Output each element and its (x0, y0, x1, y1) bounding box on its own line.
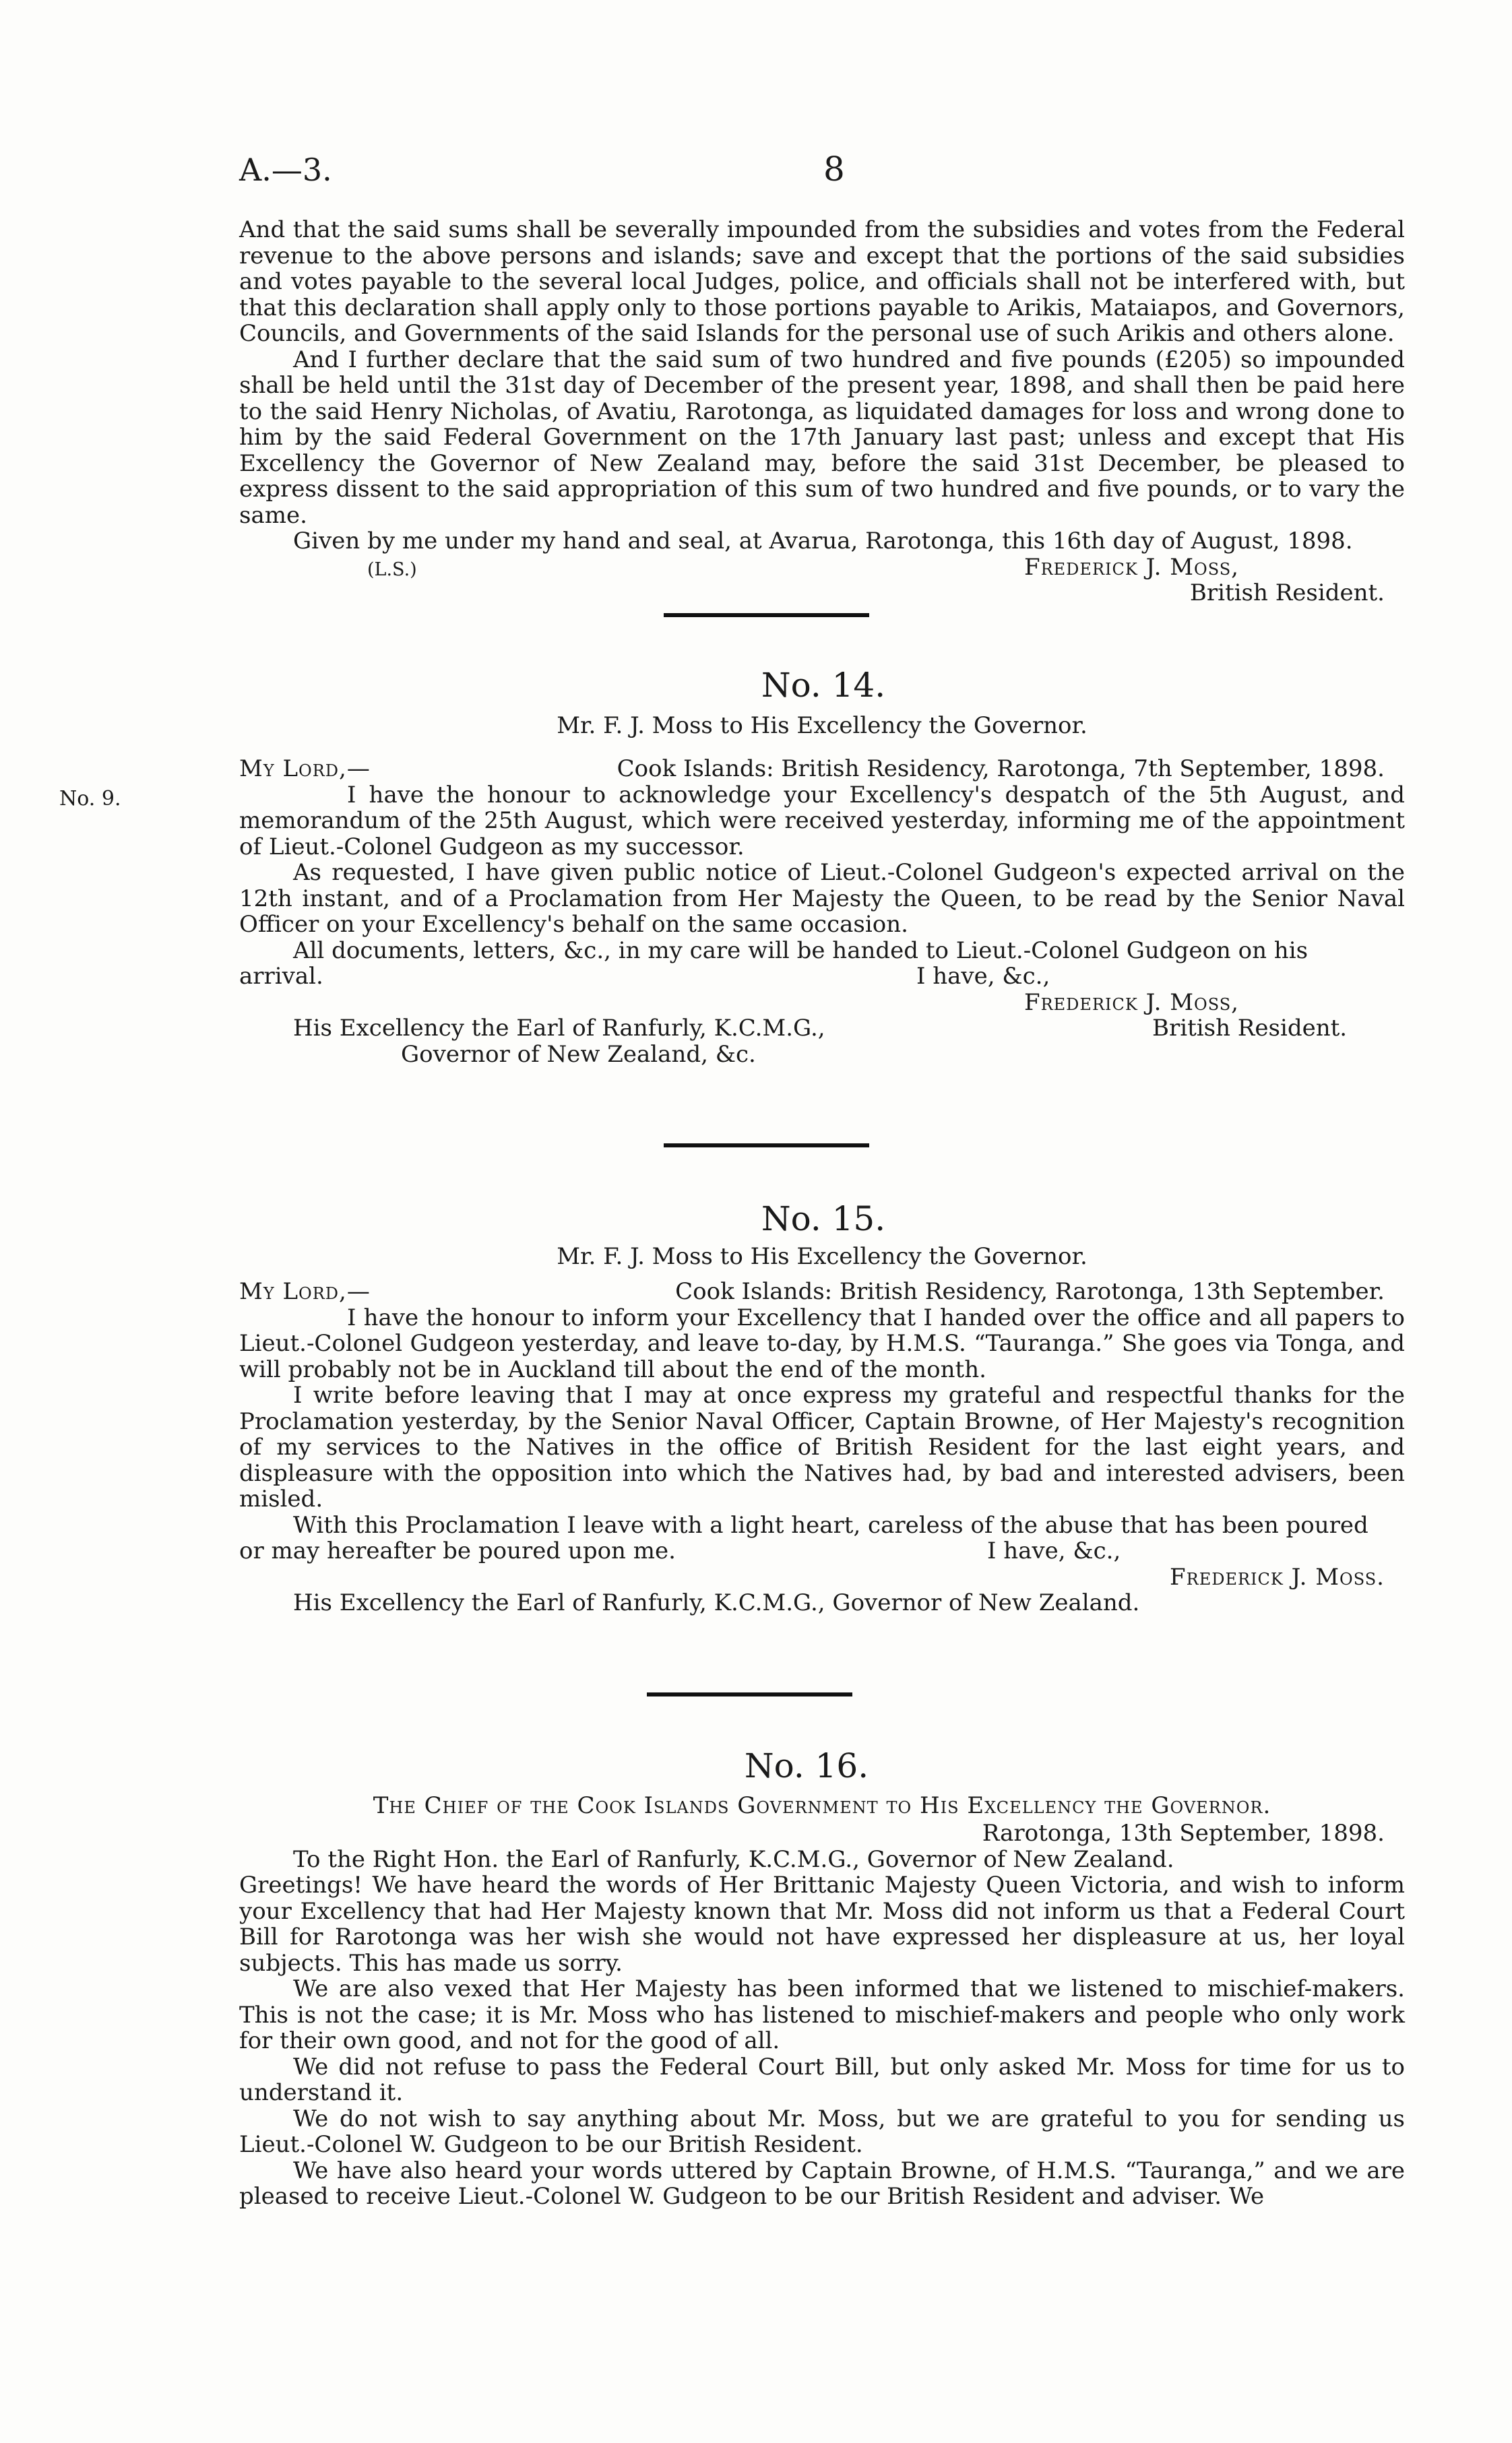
text-line: All documents, letters, &c., in my care will be handed to Lieut.-Colonel Gudgeon on his (293, 937, 1309, 964)
closing: I have, &c., (987, 1537, 1121, 1564)
paragraph: We have also heard your words uttered by Captain Browne, of H.M.S. “Tauranga,” and we are pleased to receive Lieut.-Colonel W. Gudgeon to be our British Resident and adviser. We (239, 2157, 1405, 2210)
salutation: My Lord,— (239, 755, 371, 782)
text-line: arrival. I have, &c., (239, 963, 1050, 990)
dateline-row (239, 1820, 1405, 1847)
document-number: No. 15. (761, 1199, 886, 1238)
addressee-row (239, 1590, 1405, 1616)
paragraph: Given by me under my hand and seal, at Avarua, Rarotonga, this 16th day of August, 1898. (293, 528, 1353, 554)
dateline: Cook Islands: British Residency, Rarotonga, 13th September. (675, 1278, 1385, 1305)
section-divider (664, 1143, 869, 1147)
signature-row (239, 990, 1405, 1016)
recipient-line: To the Right Hon. the Earl of Ranfurly, K.C.M.G., Governor of New Zealand. (293, 1845, 1174, 1873)
document-title: Mr. F. J. Moss to His Excellency the Governor. (557, 712, 1088, 739)
addressee-row (239, 1015, 1405, 1042)
paragraph: And that the said sums shall be severally impounded from the subsidies and votes from the Federal revenue to the above persons and islands; save and except that the portions of the said subsidies and votes payable to the several local Judges, police, and officials shall not be interfered with, but that this declaration shall apply only to those portions payable to Arikis, Mataiapos, and Governors, Councils, and Governments of the said Islands for the personal use of such Arikis and others alone. (239, 216, 1405, 347)
text-line: With this Proclamation I leave with a light heart, careless of the abuse that has been poured (293, 1511, 1368, 1539)
paragraph: Greetings! We have heard the words of Her Brittanic Majesty Queen Victoria, and wish to inform your Excellency that had Her Majesty known that Mr. Moss did not inform us that a Federal Court Bill for Rarotonga was her wish she would not have expressed her displeasure at us, her loyal subjects. This has made us sorry. (239, 1872, 1405, 1977)
letter-body (239, 1820, 1405, 2210)
seal-mark: (L.S.) (367, 559, 417, 580)
addressee: His Excellency the Earl of Ranfurly, K.C.M.G., (293, 1015, 825, 1042)
addressee: Governor of New Zealand, &c. (401, 1040, 756, 1068)
signature-row (239, 1564, 1405, 1591)
letter-body (239, 1279, 1405, 1616)
addressee-row (239, 1042, 1405, 1068)
document-number: No. 14. (761, 666, 886, 705)
paragraph: As requested, I have given public notice of Lieut.-Colonel Gudgeon's expected arrival on the 12th instant, and of a Proclamation from Her Majesty the Queen, to be read by the Senior Naval Officer on your Excellency's behalf on the same occasion. (239, 859, 1405, 938)
paragraph: I have the honour to acknowledge your Excellency's despatch of the 5th August, and memorandum of the 25th August, which were received yesterday, informing me of the appointment of Lieut.-Colonel Gudgeon as my successor. (239, 781, 1405, 860)
document-number: No. 16. (744, 1746, 869, 1785)
section-divider (647, 1692, 852, 1696)
signature-title: British Resident. (1152, 1015, 1348, 1042)
seal-signature-row (239, 554, 1405, 581)
dateline: Cook Islands: British Residency, Rarotonga, 7th September, 1898. (617, 755, 1385, 782)
signature: Frederick J. Moss, (1024, 553, 1239, 581)
signature-title-row (239, 580, 1405, 606)
letter-body (239, 756, 1405, 1067)
salutation: My Lord,— (239, 1278, 371, 1305)
text-line: or may hereafter be poured upon me. I have, &c., (239, 1537, 1121, 1564)
section-divider (664, 613, 869, 617)
paragraph: We do not wish to say anything about Mr. Moss, but we are grateful to you for sending us Lieut.-Colonel W. Gudgeon to be our British Resident. (239, 2105, 1405, 2158)
continued-proclamation (239, 217, 1405, 606)
paragraph: And I further declare that the said sum of two hundred and five pounds (£205) so impounded shall be held until the 31st day of December of the present year, 1898, and shall then be paid here to the said Henry Nicholas, of Avatiu, Rarotonga, as liquidated damages for loss and wrong done to him by the said Federal Government on the 17th January last past; unless and except that His Excellency the Governor of New Zealand may, before the said 31st December, be pleased to express dissent to the said appropriation of this sum of two hundred and five pounds, or to vary the same. (239, 346, 1405, 529)
document-title: The Chief of the Cook Islands Government to His Excellency the Governor. (373, 1792, 1271, 1819)
signature-title: British Resident. (1189, 579, 1385, 606)
page-number: 8 (823, 150, 845, 189)
paragraph: We did not refuse to pass the Federal Court Bill, but only asked Mr. Moss for time for us to understand it. (239, 2053, 1405, 2106)
paragraph: I have the honour to inform your Excellency that I handed over the office and all papers to Lieut.-Colonel Gudgeon yesterday, and leave to-day, by H.M.S. “Tauranga.” She goes via Tonga, and will probably not be in Auckland till about the end of the month. (239, 1304, 1405, 1383)
salutation-row (239, 1279, 1405, 1305)
addressee: His Excellency the Earl of Ranfurly, K.C.M.G., Governor of New Zealand. (293, 1589, 1140, 1616)
salutation-row (239, 756, 1405, 782)
paragraph: We are also vexed that Her Majesty has been informed that we listened to mischief-makers. This is not the case; it is Mr. Moss who has listened to mischief-makers and people who only work for their own good, and not for the good of all. (239, 1975, 1405, 2054)
margin-reference: No. 9. (59, 787, 121, 811)
paragraph: I write before leaving that I may at once express my grateful and respectful thanks for the Proclamation yesterday, by the Senior Naval Officer, Captain Browne, of Her Majesty's recognition of my services to the Natives in the office of British Resident for the last eight years, and displeasure with the opposition into which the Natives had, by bad and interested advisers, been misled. (239, 1382, 1405, 1513)
closing: I have, &c., (916, 963, 1050, 990)
dateline: Rarotonga, 13th September, 1898. (982, 1820, 1385, 1847)
parliamentary-paper-reference: A.—3. (239, 152, 332, 188)
signature: Frederick J. Moss, (1024, 988, 1239, 1016)
signature: Frederick J. Moss. (1170, 1563, 1385, 1591)
document-title: Mr. F. J. Moss to His Excellency the Governor. (557, 1243, 1088, 1270)
